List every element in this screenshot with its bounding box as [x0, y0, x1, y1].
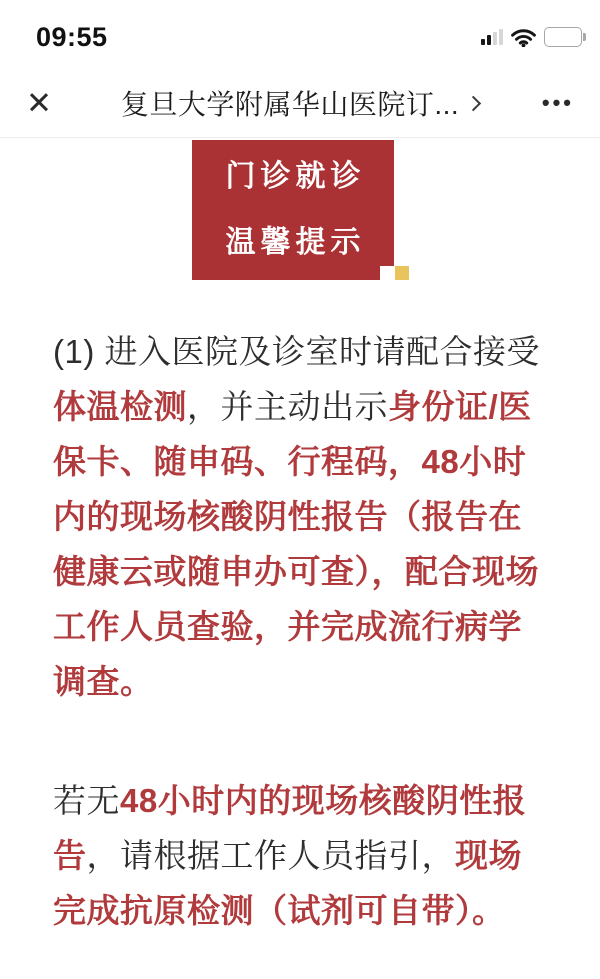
close-icon[interactable]: ✕ — [26, 85, 52, 120]
text-run: 身份证/医保卡、随申码、行程码，48小时内的现场核酸阴性报告（报告在健康云或随申办可查），配合现场工作人员查验，并完成流行病学调查。 — [53, 388, 539, 700]
banner-title-line2: 温馨提示 — [225, 226, 366, 259]
banner-accent-square — [395, 266, 409, 280]
banner-title-line1: 门诊就诊 — [225, 160, 366, 193]
text-run: 体温检测 — [53, 388, 187, 425]
notice-paragraph — [53, 324, 547, 709]
wifi-icon — [511, 28, 536, 47]
status-icons — [481, 27, 586, 47]
more-menu-icon[interactable]: ••• — [541, 89, 574, 115]
nav-bar — [0, 68, 600, 138]
text-run: 48小时内的现场核酸阴性报告 — [53, 782, 527, 874]
text-run: (1) 进入医院及诊室时请配合接受 — [53, 333, 540, 370]
text-run: ，并主动出示 — [187, 388, 388, 425]
text-run: 若无 — [53, 782, 120, 819]
text-run: 现场完成抗原检测（试剂可自带）。 — [53, 837, 522, 929]
status-bar — [0, 0, 600, 68]
text-run: ，请根据工作人员指引， — [86, 837, 455, 874]
battery-icon — [544, 27, 582, 47]
status-time: 09:55 — [36, 21, 108, 52]
notice-paragraph — [53, 773, 547, 938]
nav-title-button[interactable] — [121, 83, 479, 123]
page-title: 复旦大学附属华山医院订... — [120, 88, 460, 120]
notice-banner — [192, 140, 394, 280]
notice-body — [0, 280, 600, 938]
chevron-right-icon — [466, 95, 482, 111]
banner-corner-notch — [380, 266, 394, 280]
cellular-signal-icon — [481, 29, 503, 45]
